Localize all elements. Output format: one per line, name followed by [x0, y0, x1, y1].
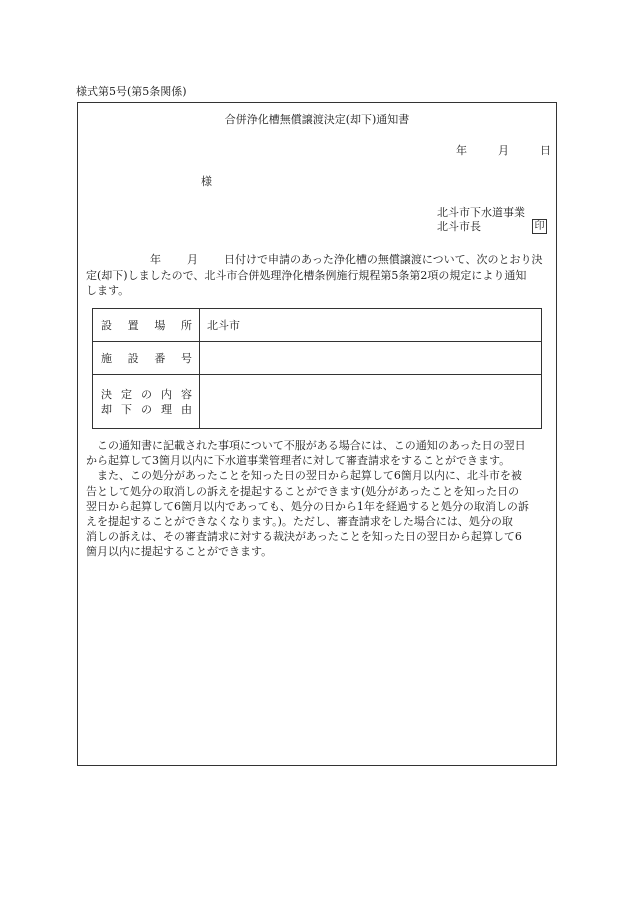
label-char: 容 — [181, 388, 192, 401]
label-char: 下 — [121, 403, 132, 416]
label-char: 設 — [127, 352, 139, 365]
table-row-location — [93, 309, 541, 342]
label-char: 場 — [154, 319, 166, 332]
note-line: この通知書に記載された事項について不服がある場合には、この通知のあった日の翌日 — [97, 439, 526, 452]
date-line — [456, 145, 551, 156]
label-char: 内 — [161, 388, 172, 401]
sender-organization: 北斗市下水道事業 — [437, 206, 525, 219]
facility-label — [101, 353, 192, 364]
table-row-decision — [93, 375, 541, 428]
location-value: 北斗市 — [207, 319, 240, 332]
label-cell — [93, 375, 200, 428]
label-char: 定 — [121, 388, 132, 401]
label-char: 由 — [181, 403, 192, 416]
body-line-3: します。 — [86, 284, 130, 297]
document-title: 合併浄化槽無償譲渡決定(却下)通知書 — [224, 113, 410, 126]
note-line: 箇月以内に提起することができます。 — [86, 545, 273, 559]
body-line-1-rest: 日付けで申請のあった浄化槽の無償譲渡について、次のとおり決 — [224, 253, 543, 266]
note-line: 告として処分の取消しの訴えを提起することができます(処分があったことを知った日の — [86, 484, 520, 498]
label-cell — [93, 309, 200, 341]
rejection-label — [101, 404, 192, 415]
label-char: の — [141, 403, 152, 416]
date-year: 年 — [456, 144, 467, 157]
sender-name: 北斗市長 — [437, 220, 481, 233]
label-char: 所 — [180, 319, 192, 332]
label-char: 設 — [101, 319, 112, 332]
table-row-facility — [93, 342, 541, 375]
seal-mark: 印 — [532, 219, 547, 234]
body-month: 月 — [187, 253, 198, 266]
date-month: 月 — [498, 144, 509, 157]
label-char: 置 — [127, 319, 139, 332]
info-table — [92, 308, 542, 429]
form-number: 様式第5号(第5条関係) — [76, 85, 187, 98]
label-char: 理 — [161, 403, 172, 416]
decision-label — [101, 389, 192, 400]
notice-frame — [77, 102, 557, 766]
label-char: 施 — [101, 352, 112, 365]
note-line: 翌日から起算して6箇月以内であっても、処分の日から1年を経過すると処分の取消しの訴 — [86, 499, 529, 513]
label-char: 決 — [101, 388, 112, 401]
body-year: 年 — [150, 253, 161, 266]
date-day: 日 — [540, 144, 551, 157]
appeal-notes — [86, 438, 552, 560]
label-cell — [93, 342, 200, 374]
notice-body — [86, 252, 548, 299]
label-char: 却 — [101, 403, 112, 416]
label-char: 号 — [180, 352, 192, 365]
note-line: から起算して3箇月以内に下水道事業管理者に対して審査請求をすることができます。 — [86, 454, 511, 468]
note-line: 消しの訴えは、その審査請求に対する裁決があったことを知った日の翌日から起算して6 — [86, 530, 522, 544]
body-line-1 — [86, 252, 548, 268]
location-label — [101, 320, 192, 331]
body-line-2: 定(却下)しましたので、北斗市合併処理浄化槽条例施行規程第5条第2項の規定により通知 — [86, 268, 527, 282]
addressee-line: 様 — [201, 175, 212, 188]
label-char: の — [141, 388, 152, 401]
note-line: えを提起することができなくなります。)。ただし、審査請求をした場合には、処分の取 — [86, 515, 513, 529]
note-line: また、この処分があったことを知った日の翌日から起算して6箇月以内に、北斗市を被 — [97, 469, 522, 483]
label-char: 番 — [154, 352, 166, 365]
